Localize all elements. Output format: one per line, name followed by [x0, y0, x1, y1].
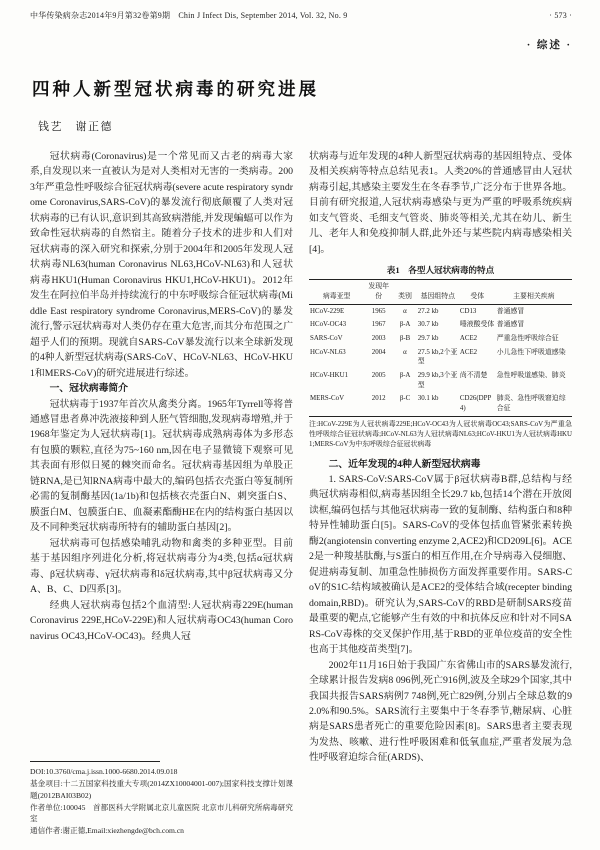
cell-year: 2003 [371, 334, 386, 342]
table-row [309, 346, 572, 369]
col-header-year: 发现年份 [364, 280, 393, 304]
cell-receptor: CD13 [459, 307, 477, 315]
journal-info: 中华传染病杂志2014年9月第32卷第9期 Chin J Infect Dis, September 2014, Vol. 32, No. 9 [30, 11, 348, 20]
paragraph-continued: 状病毒与近年发现的4种人新型冠状病毒的基因组特点、受体及相关疾病等特点总结见表1。人类20%的普通感冒由人冠状病毒引起,其感染主要发生在冬春季节,广泛分布于世界各地。目前有研究报道,人冠状病毒感染与更为严重的呼吸系统疾病如支气管炎、毛细支气管炎、肺炎等相关,尤其在幼儿、新生儿、老年人和免疫抑制人群,此外还与某些院内病毒感染相关[4]。 [309, 151, 572, 255]
cell-disease: 普通感冒 [496, 307, 525, 315]
paragraph-classic-hcov: 经典人冠状病毒包括2个血清型:人冠状病毒229E(human Coronavirus 229E,HCoV-229E)和人冠状病毒OC43(human Coronavirus OC43,HCoV-OC43)。经典人冠 [30, 599, 293, 642]
correspondence-line: 通信作者:谢正德,Email:xiezhengde@bch.com.cn [30, 826, 184, 836]
table-row [309, 369, 572, 392]
doi-line: DOI:10.3760/cma.j.issn.1000-6680.2014.09.018 [30, 767, 178, 777]
cell-class: α [403, 348, 407, 356]
page-header [30, 10, 572, 21]
cell-year: 2005 [371, 371, 386, 379]
cell-receptor: ACE2 [459, 348, 478, 356]
col-header-genome: 基因组特点 [417, 280, 459, 304]
table-header-row [309, 280, 572, 304]
page-number: · 573 · [549, 11, 572, 20]
cell-disease: 普通感冒 [496, 321, 525, 329]
paragraph-sars-cov: 1. SARS-CoV:SARS-CoV属于β冠状病毒B群,总结构与经典冠状病毒相似,病毒基因组全长29.7 kb,包括14个潜在开放阅读框,编码包括与其他冠状病毒一致的复制酶、结构蛋白和8种特异性辅助蛋白[5]。SARS-CoV的受体包括血管紧张素转换酶2(angiotensin converting enzyme 2,ACE2)和CD209L[6]。ACE2是一种羧基肽酶,与S蛋白的相互作用,在介导病毒入侵细胞、促进病毒复制、加重急性肺损伤方面发挥重要作用。SARS-CoV的S1C-结构域被确认是ACE2的受体结合域(recepter binding domain,RBD)。研究认为,SARS-CoV的RBD是研制SARS疫苗最重要的靶点,它能够产生有效的中和抗体反应和针对不同SARS-CoV毒株的交叉保护作用,基于RBD的亚单位疫苗的安全性也高于其他疫苗类型[7]。 [309, 473, 572, 656]
article-authors: 钱艺 谢正德 [38, 121, 113, 133]
cell-virus: HCoV-229E [310, 307, 345, 315]
paragraph-sars-epidemic: 2002年11月16日始于我国广东省佛山市的SARS暴发流行,全球累计报告发病8 096例,死亡916例,波及全球29个国家,其中我国共报告SARS病例7 748例,死亡829例,分别占全球总数的92.0%和90.5%。SARS流行主要集中于冬春季节,糖尿病、心脏病是SARS患者死亡的重要危险因素[8]。SARS患者主要表现为发热、咳嗽、进行性呼吸困难和低氧血症,严重者发展为急性呼吸窘迫综合征(ARDS)、 [309, 659, 572, 764]
table-caption: 表1 各型人冠状病毒的特点 [386, 265, 495, 276]
cell-class: β-A [399, 321, 411, 329]
cell-class: α [403, 307, 407, 315]
funding-line: 基金项目:十二五国家科技重大专项(2014ZX10004001-007);国家科技支撑计划课题(2012BAI03B02) [30, 779, 293, 800]
section-label: · 综述 · [526, 40, 572, 51]
cell-receptor: 尚不清楚 [459, 371, 488, 379]
col-header-subtype: 病毒亚型 [309, 280, 364, 304]
cell-disease: 小儿急性下呼吸道感染 [496, 348, 566, 356]
paragraph-intro: 冠状病毒(Coronavirus)是一个常见而又古老的病毒大家系,自发现以来一直被认为是对人类相对无害的一类病毒。2003年严重急性呼吸综合征冠状病毒(severe acute respiratory syndrome Coronavirus,SARS-CoV)的暴发流行彻底颠覆了人类对冠状病毒的已有认识,意识到其高致病潜能,并发现蝙蝠可以作为致命性冠状病毒的自然宿主。随着分子技术的进步和人们对冠状病毒的深入研究和探索,分别于2004年和2005年发现人冠状病毒NL63(human Coronavirus NL63,HCoV-NL63)和人冠状病毒HKU1(Human Coronavirus HKU1,HCoV-HKU1)。2012年发生在阿拉伯半岛并持续流行的中东呼吸综合征冠状病毒(Middle East respiratory syndrome Coronavirus,MERS-CoV)的暴发流行,警示冠状病毒对人类仍存在重大危害,而其分布范围之广超乎人们的预期。现就自SARS-CoV暴发流行以来全球新发现的4种人新型冠状病毒(SARS-CoV、HCoV-NL63、HCoV-HKU1和MERS-CoV)的研究进展进行综述。 [30, 151, 293, 379]
cell-virus: HCoV-OC43 [310, 321, 347, 329]
cell-class: β-A [399, 371, 411, 379]
cell-receptor: ACE2 [459, 334, 478, 342]
cell-receptor: CD26(DPP4) [459, 395, 492, 412]
cell-virus: HCoV-HKU1 [310, 371, 349, 379]
cell-virus: HCoV-NL63 [310, 348, 346, 356]
cell-disease: 肺炎、急性呼吸窘迫综合征 [496, 395, 566, 412]
cell-disease: 急性呼吸道感染、肺炎 [496, 371, 566, 379]
paragraph-classification: 冠状病毒可包括感染哺乳动物和禽类的多种亚型。目前基于基因组序列进化分析,将冠状病毒分为4类,包括α冠状病毒、β冠状病毒、γ冠状病毒和δ冠状病毒,其中β冠状病毒又分A、B、C、D四系[3]。 [30, 537, 293, 596]
cell-genome: 27.5 kb,2个亚型 [417, 348, 458, 366]
cell-year: 1965 [371, 307, 386, 315]
col-header-disease: 主要相关疾病 [496, 280, 572, 304]
col-header-class: 类别 [393, 280, 417, 304]
affiliation-line: 作者单位:100045 首都医科大学附属北京儿童医院 北京市儿科研究所病毒研究室 [30, 802, 293, 824]
paragraph-virus-structure: 冠状病毒于1937年首次从禽类分离。1965年Tyrrell等将普通感冒患者鼻冲洗液接种到人胚气管细胞,发现病毒增殖,并于1968年鉴定为人冠状病毒[1]。冠状病毒成熟病毒体为多形态有包膜的颗粒,直径为75~160 nm,因在电子显微镜下观察可见其表面有形似日冕的棘突而命名。冠状病毒基因组为单股正链RNA,是已知RNA病毒中最大的,编码包括衣壳蛋白等复制所必需的复制酶基因(1a/1b)和包括核衣壳蛋白N、刺突蛋白S、膜蛋白M、包膜蛋白E、血凝素酯酶HE在内的结构蛋白基因以及不同种类冠状病毒所特有的辅助蛋白基因[2]。 [30, 398, 293, 534]
cell-genome: 29.7 kb [417, 334, 439, 342]
table-row [309, 392, 572, 416]
col-header-receptor: 受体 [459, 280, 496, 304]
cell-virus: SARS-CoV [310, 334, 343, 342]
cell-class: β-C [399, 395, 411, 403]
footnote-divider [30, 761, 160, 762]
cell-genome: 27.2 kb [417, 307, 439, 315]
cell-year: 2004 [371, 348, 386, 356]
two-column-body [30, 149, 572, 837]
cell-virus: MERS-CoV [310, 395, 345, 403]
cell-disease: 严重急性呼吸综合征 [496, 334, 559, 342]
cell-class: β-B [399, 334, 411, 342]
coronavirus-features-table [309, 279, 572, 416]
left-column [30, 149, 293, 837]
cell-genome: 30.7 kb [417, 321, 439, 329]
footnote-block [30, 761, 293, 837]
cell-year: 1967 [371, 321, 386, 329]
table-row [309, 304, 572, 318]
section-heading-2: 二、近年发现的4种人新型冠状病毒 [328, 458, 481, 470]
cell-year: 2012 [371, 395, 386, 403]
cell-genome: 29.9 kb,3个亚型 [417, 371, 458, 389]
right-column [309, 149, 572, 837]
table-note: 注:HCoV-229E为人冠状病毒229E;HCoV-OC43为人冠状病毒OC43;SARS-CoV为严重急性呼吸综合征冠状病毒;HCoV-NL63为人冠状病毒NL63;HCoV-HKU1为人冠状病毒HKU1;MERS-CoV为中东呼吸综合征冠状病毒 [309, 420, 572, 448]
cell-genome: 30.1 kb [417, 395, 439, 403]
section-heading-1: 一、冠状病毒简介 [49, 383, 128, 395]
article-title: 四种人新型冠状病毒的研究进展 [32, 79, 319, 99]
table-row [309, 318, 572, 332]
cell-receptor: 唾液酸受体 [459, 321, 495, 329]
table-row [309, 332, 572, 346]
